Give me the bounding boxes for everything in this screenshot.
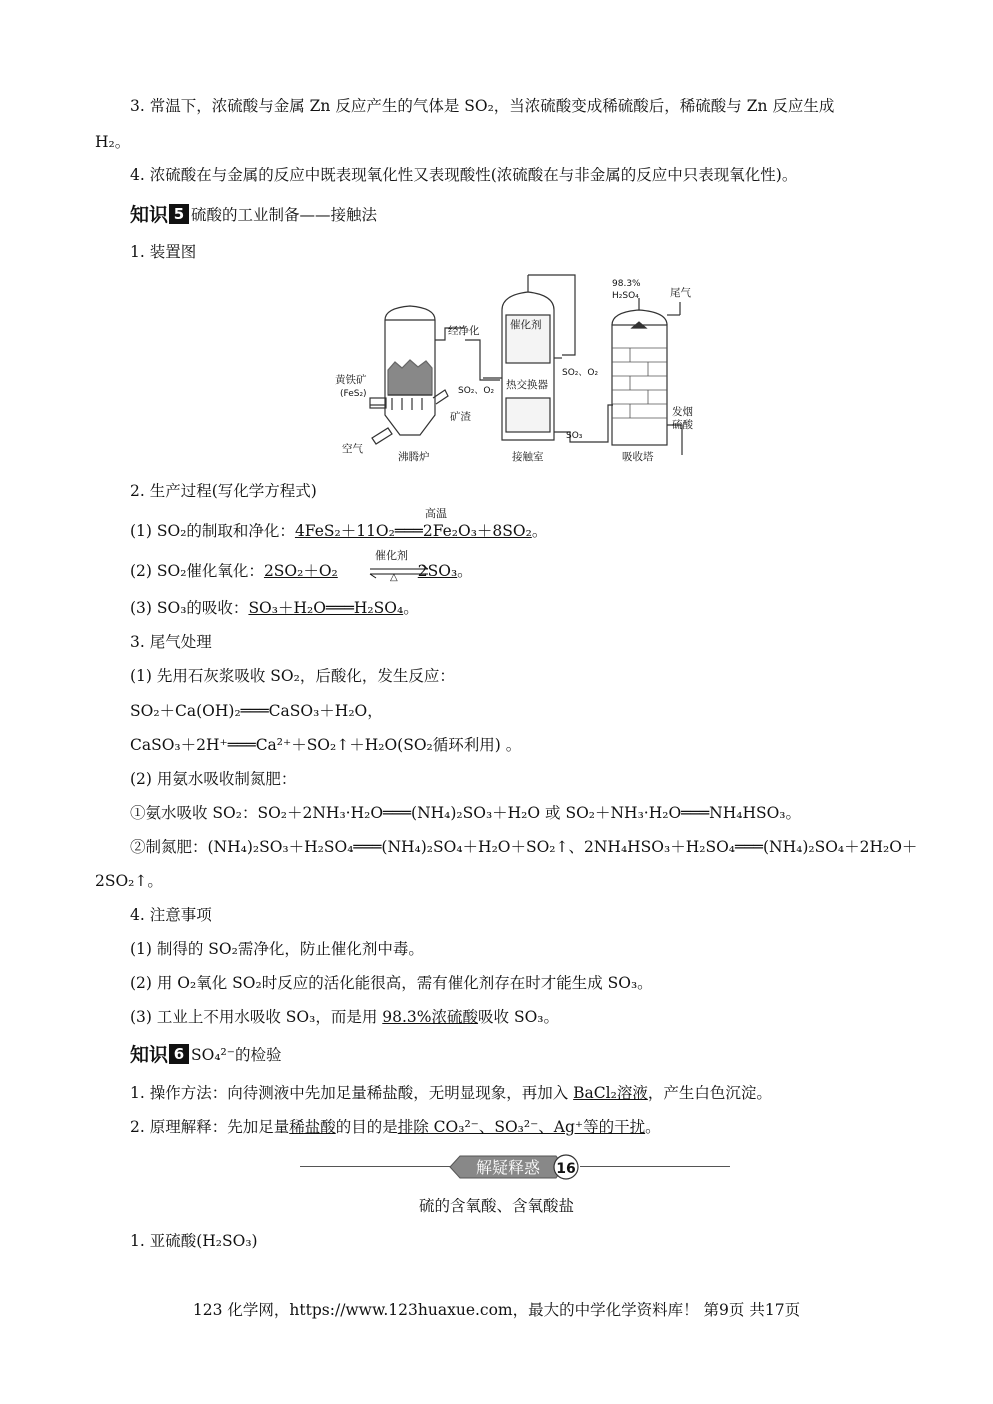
apparatus-diagram — [330, 270, 710, 475]
so3-label: SO₃ — [566, 431, 583, 441]
test-principle-a: 2. 原理解释：先加足量 — [130, 1118, 290, 1136]
absorption-tower — [612, 325, 667, 445]
section-6-header — [130, 1040, 281, 1067]
note-3-a: (3) 工业上不用水吸收 SO₃，而是用 — [130, 1008, 383, 1026]
tail-gas-2b-line2: 2SO₂↑。 — [95, 872, 163, 890]
acid-conc-label: 98.3% — [612, 279, 641, 289]
test-principle-underlined-2: 排除 CO₃²⁻、SO₃²⁻、Ag⁺等的干扰 — [397, 1118, 646, 1136]
tail-gas-label: 尾气 — [670, 287, 691, 299]
furnace-label: 沸腾炉 — [398, 451, 430, 463]
tail-gas-2a: ①氨水吸收 SO₂：SO₂＋2NH₃·H₂O═══(NH₄)₂SO₃＋H₂O 或 SO₂＋NH₃·H₂O═══NH₄HSO₃。 — [130, 804, 801, 822]
note-3-underlined: 98.3%浓硫酸 — [382, 1008, 479, 1026]
process-2-right: 2SO₃ — [417, 562, 458, 580]
process-1-condition: 高温 — [425, 507, 447, 520]
note-1: (1) 制得的 SO₂需净化，防止催化剂中毒。 — [130, 940, 424, 958]
test-principle — [130, 1116, 661, 1138]
process-3-label: (3) SO₃的吸收： — [130, 599, 249, 617]
section-title: SO₄²⁻的检验 — [191, 1045, 282, 1064]
section-number-badge: 5 — [169, 204, 189, 224]
test-method-b: ，产生白色沉淀。 — [647, 1084, 772, 1102]
test-principle-c: 。 — [645, 1118, 661, 1136]
note-3 — [130, 1006, 559, 1028]
purify-label: 经净化 — [448, 325, 480, 337]
item-3-line1: 3. 常温下，浓硫酸与金属 Zn 反应产生的气体是 SO₂，当浓硫酸变成稀硫酸后，稀硫酸与 Zn 反应生成 — [130, 97, 835, 115]
process-2-condition-top: 催化剂 — [375, 549, 408, 562]
process-2-end: 。 — [457, 562, 473, 580]
test-method-a: 1. 操作方法：向待测液中先加足量稀盐酸，无明显现象，再加入 — [130, 1084, 574, 1102]
process-3-end: 。 — [403, 599, 419, 617]
air-inlet — [372, 428, 392, 444]
section-label: 知识 — [130, 1044, 169, 1066]
process-2-left: 2SO₂＋O₂ — [263, 562, 338, 580]
process-1-equation: 4FeS₂＋11O₂═══2Fe₂O₃＋8SO₂ — [294, 522, 532, 540]
acid-formula-label: H₂SO₄ — [612, 291, 639, 301]
process-1-label: (1) SO₂的制取和净化： — [130, 522, 295, 540]
subheading-notes: 4. 注意事项 — [130, 906, 212, 924]
subheading-diagram: 1. 装置图 — [130, 243, 197, 261]
subheading-h2so3: 1. 亚硫酸(H₂SO₃) — [130, 1232, 258, 1250]
ore-inlet — [370, 398, 386, 408]
test-method-underlined: BaCl₂溶液 — [573, 1084, 648, 1102]
fuming-label-1: 发烟 — [672, 406, 693, 418]
section-5-header — [130, 200, 377, 227]
section-banner — [300, 1153, 730, 1181]
subheading-tail-gas: 3. 尾气处理 — [130, 633, 212, 651]
so2-o2-in-label: SO₂、O₂ — [458, 386, 495, 396]
catalyst-layer-2 — [506, 398, 550, 432]
section-title-centered: 硫的含氧酸、含氧酸盐 — [418, 1197, 574, 1215]
note-3-b: 吸收 SO₃。 — [478, 1008, 559, 1026]
subheading-process: 2. 生产过程(写化学方程式) — [130, 482, 317, 500]
ore-bed — [388, 360, 432, 395]
tail-gas-2b-line1: ②制氮肥：(NH₄)₂SO₃＋H₂SO₄═══(NH₄)₂SO₄＋H₂O＋SO₂↑、2NH₄HSO₃＋H₂SO₄═══(NH₄)₂SO₄＋2H₂O＋ — [130, 838, 918, 856]
slag-label: 矿渣 — [450, 411, 471, 423]
banner-badge — [448, 1154, 580, 1180]
banner-number: 16 — [556, 1161, 576, 1177]
test-method — [130, 1082, 772, 1104]
item-3-line2: H₂。 — [95, 133, 131, 151]
process-3 — [130, 597, 419, 619]
section-label: 知识 — [130, 204, 169, 226]
tail-gas-2: (2) 用氨水吸收制氮肥： — [130, 770, 297, 788]
page-footer: 123 化学网，https://www.123huaxue.com，最大的中学化学资料库！ 第9页 共17页 — [192, 1301, 801, 1319]
process-1-end: 。 — [531, 522, 548, 540]
exchanger-label: 热交换器 — [506, 379, 548, 391]
process-2-label: (2) SO₂催化氧化： — [130, 562, 264, 580]
section-number-badge: 6 — [169, 1044, 189, 1064]
item-4: 4. 浓硫酸在与金属的反应中既表现氧化性又表现酸性(浓硫酸在与非金属的反应中只表现氧化性)。 — [130, 166, 798, 184]
section-title: 硫酸的工业制备——接触法 — [191, 205, 378, 224]
tower-label: 吸收塔 — [622, 451, 654, 463]
ore-label: 黄铁矿 — [335, 374, 367, 386]
equilibrium-arrow-icon — [366, 562, 436, 582]
process-3-equation: SO₃＋H₂O═══H₂SO₄ — [248, 599, 404, 617]
tail-gas-1: (1) 先用石灰浆吸收 SO₂，后酸化，发生反应： — [130, 667, 455, 685]
fuming-label-2: 硫酸 — [672, 419, 693, 431]
banner-text: 解疑释惑 — [475, 1158, 541, 1177]
tail-gas-eq-1: SO₂＋Ca(OH)₂═══CaSO₃＋H₂O， — [130, 702, 383, 720]
air-label: 空气 — [342, 443, 363, 455]
test-principle-b: 的目的是 — [335, 1118, 398, 1136]
ore-formula: (FeS₂) — [340, 389, 367, 399]
catalyst-label: 催化剂 — [510, 319, 542, 331]
process-1 — [130, 520, 547, 542]
process-2-condition-bottom: △ — [390, 572, 398, 583]
note-2: (2) 用 O₂氧化 SO₂时反应的活化能很高，需有催化剂存在时才能生成 SO₃。 — [130, 974, 653, 992]
chamber-label: 接触室 — [512, 451, 544, 463]
test-principle-underlined-1: 稀盐酸 — [289, 1118, 336, 1136]
tail-gas-eq-2: CaSO₃＋2H⁺═══Ca²⁺＋SO₂↑＋H₂O(SO₂循环利用) 。 — [130, 736, 522, 754]
so2-o2-out-label: SO₂、O₂ — [562, 368, 599, 378]
